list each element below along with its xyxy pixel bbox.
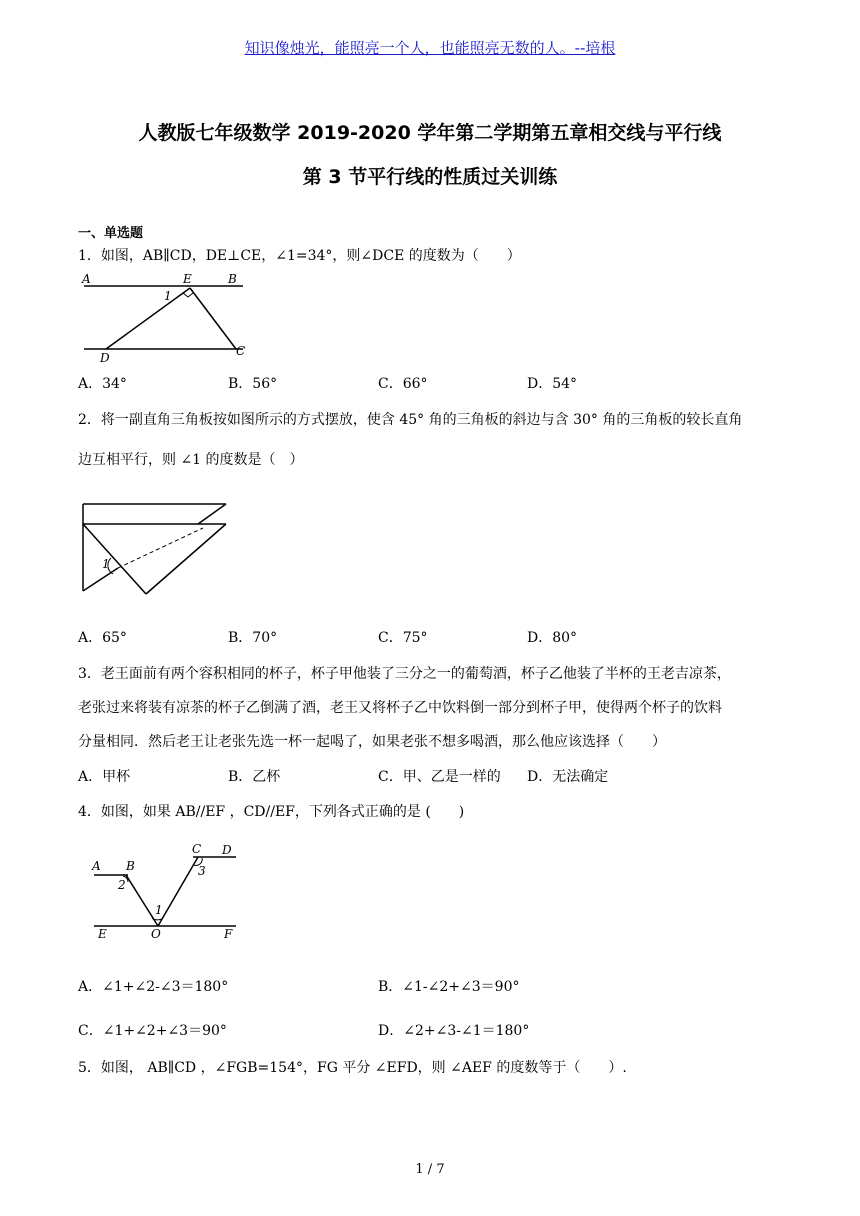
question-3-text-line2: 老张过来将装有凉茶的杯子乙倒满了酒，老王又将杯子乙中饮料倒一部分到杯子甲，使得两个杯子的饮料 bbox=[78, 700, 722, 716]
question-3-text-line3: 分量相同．然后老王让老张先选一杯一起喝了，如果老张不想多喝酒，那么他应该选择（ ） bbox=[78, 734, 666, 750]
question-1-option-a[interactable]: A．34° bbox=[78, 376, 127, 392]
question-4-option-c[interactable]: C．∠1+∠2+∠3＝90° bbox=[78, 1023, 227, 1039]
fig4-label-c: C bbox=[192, 842, 202, 856]
question-4-text: 4．如图，如果 AB//EF ，CD//EF，下列各式正确的是 ( ) bbox=[78, 804, 465, 820]
question-2-figure bbox=[78, 496, 238, 601]
question-1-text: 1．如图，AB∥CD，DE⊥CE，∠1=34°，则∠DCE 的度数为（ ） bbox=[78, 248, 521, 264]
question-5-text: 5．如图， AB∥CD ，∠FGB=154°，FG 平分 ∠EFD，则 ∠AEF 的度数等于（ ）. bbox=[78, 1060, 627, 1076]
question-1-option-c[interactable]: C．66° bbox=[378, 376, 428, 392]
question-2-text-line2: 边互相平行，则 ∠1 的度数是（ ） bbox=[78, 452, 304, 468]
question-1-figure bbox=[78, 270, 258, 365]
page-title: 人教版七年级数学 2019-2020 学年第二学期第五章相交线与平行线 bbox=[138, 122, 722, 144]
question-2-option-a[interactable]: A．65° bbox=[78, 630, 127, 646]
fig1-label-1: 1 bbox=[164, 289, 172, 303]
page-number: 1 / 7 bbox=[415, 1162, 445, 1177]
question-4-option-a[interactable]: A．∠1+∠2-∠3＝180° bbox=[78, 979, 229, 995]
fig4-label-3: 3 bbox=[198, 864, 206, 878]
page-subtitle: 第 3 节平行线的性质过关训练 bbox=[302, 166, 558, 188]
fig4-label-f: F bbox=[224, 927, 233, 941]
question-3-option-d[interactable]: D．无法确定 bbox=[527, 769, 609, 785]
question-2-option-b[interactable]: B．70° bbox=[228, 630, 278, 646]
section-heading: 一、单选题 bbox=[78, 226, 144, 241]
fig1-label-e: E bbox=[183, 272, 192, 286]
question-4-figure bbox=[88, 840, 248, 942]
question-3-text-line1: 3．老王面前有两个容积相同的杯子，杯子甲他装了三分之一的葡萄酒，杯子乙他装了半杯的王老吉凉茶， bbox=[78, 666, 731, 682]
fig1-label-c: C bbox=[236, 344, 246, 358]
question-1-option-d[interactable]: D．54° bbox=[527, 376, 578, 392]
fig4-label-a: A bbox=[92, 859, 101, 873]
question-4-option-b[interactable]: B．∠1-∠2+∠3＝90° bbox=[378, 979, 520, 995]
fig4-label-1: 1 bbox=[155, 903, 163, 917]
question-3-option-b[interactable]: B．乙杯 bbox=[228, 769, 281, 785]
question-2-option-d[interactable]: D．80° bbox=[527, 630, 578, 646]
fig2-label-1: 1 bbox=[102, 557, 110, 571]
question-1-option-b[interactable]: B．56° bbox=[228, 376, 278, 392]
fig4-label-o: O bbox=[151, 927, 161, 941]
fig1-label-a: A bbox=[82, 272, 91, 286]
fig1-label-d: D bbox=[100, 351, 110, 365]
fig1-label-b: B bbox=[228, 272, 237, 286]
fig4-label-d: D bbox=[222, 843, 232, 857]
question-4-option-d[interactable]: D．∠2+∠3-∠1＝180° bbox=[378, 1023, 530, 1039]
question-2-option-c[interactable]: C．75° bbox=[378, 630, 428, 646]
fig4-label-2: 2 bbox=[118, 878, 126, 892]
question-3-option-a[interactable]: A．甲杯 bbox=[78, 769, 131, 785]
fig4-label-e: E bbox=[98, 927, 107, 941]
question-3-option-c[interactable]: C．甲、乙是一样的 bbox=[378, 769, 501, 785]
fig4-label-b: B bbox=[126, 859, 135, 873]
question-2-text-line1: 2．将一副直角三角板按如图所示的方式摆放，使含 45° 角的三角板的斜边与含 30° 角的三角板的较长直角 bbox=[78, 412, 743, 428]
header-motto[interactable]: 知识像烛光，能照亮一个人，也能照亮无数的人。--培根 bbox=[244, 39, 616, 57]
